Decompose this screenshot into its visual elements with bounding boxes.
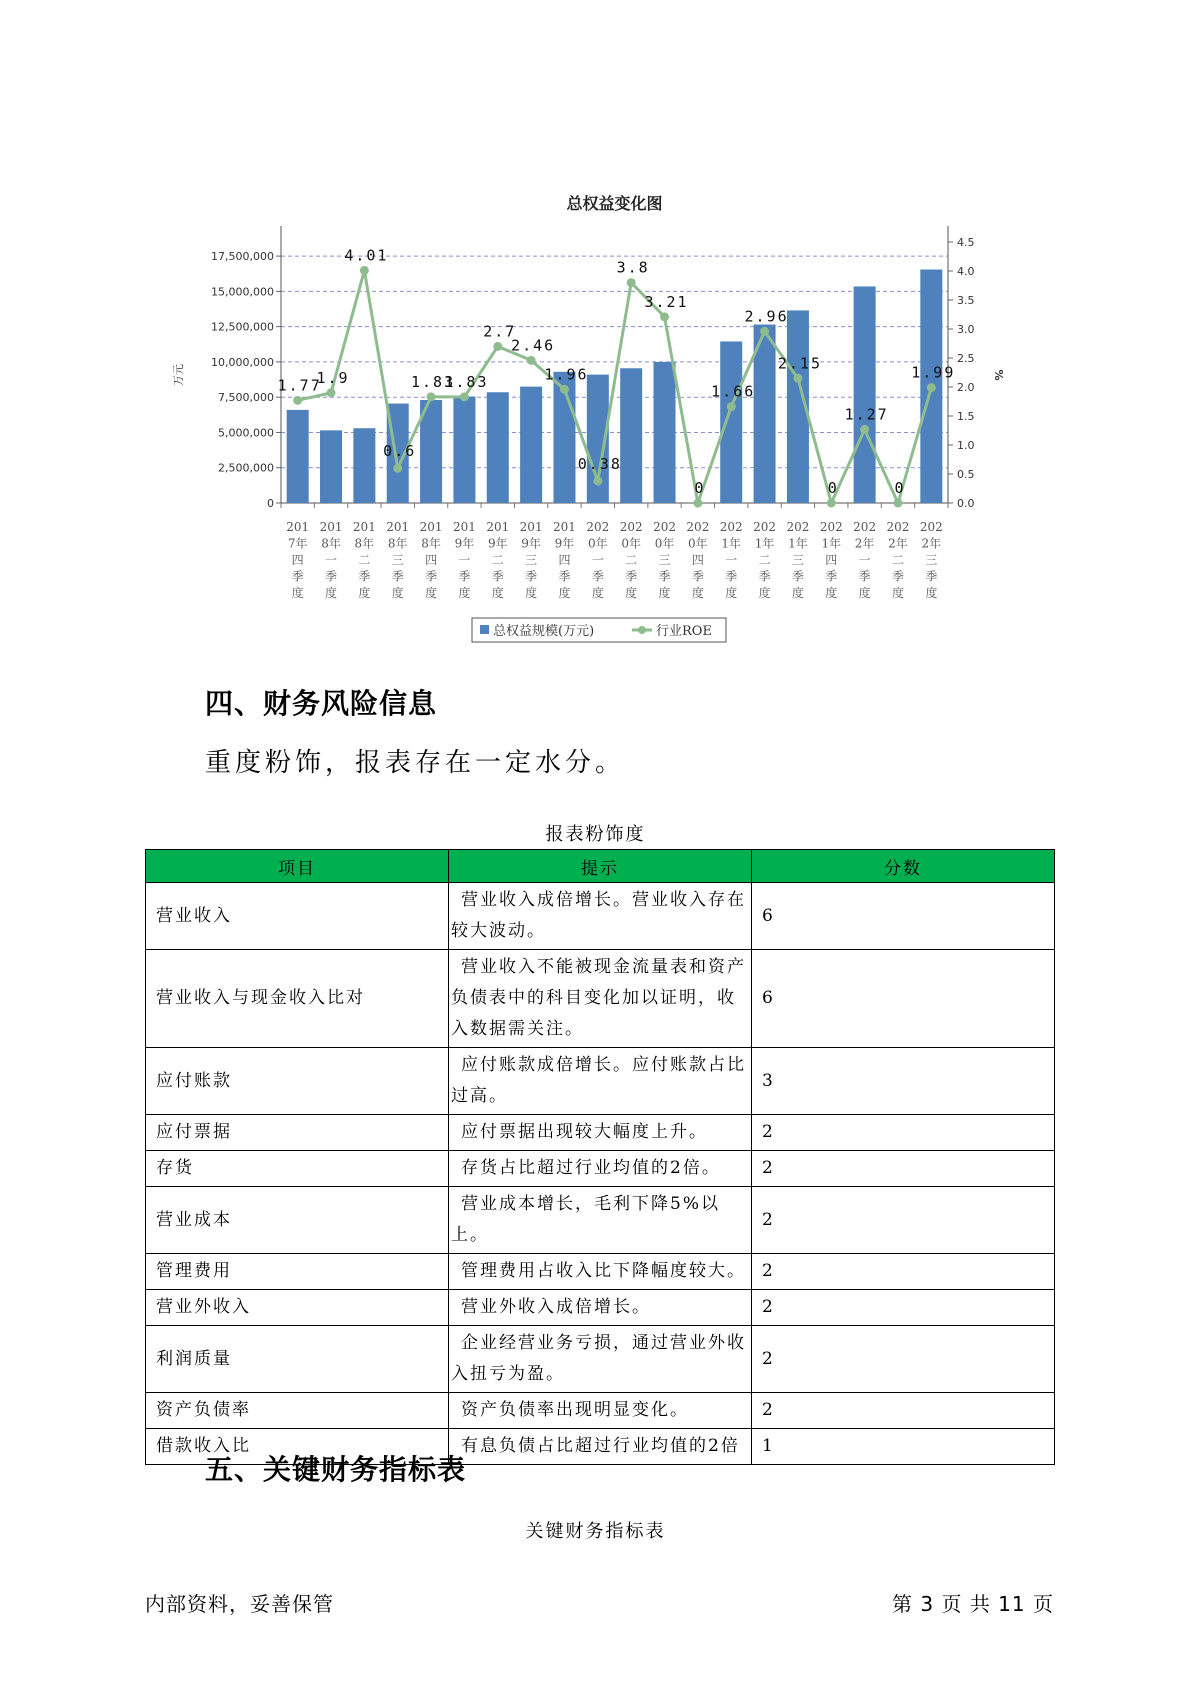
x-tick-label: 1年 [788,536,808,551]
row-item: 应付账款 [146,1048,449,1115]
x-tick-label: 度 [325,586,338,600]
bar [453,396,475,503]
roe-data-label: 2.96 [744,307,789,326]
x-tick-label: 季 [358,569,371,584]
x-tick-label: 8年 [321,536,341,551]
roe-data-label: 1.77 [277,376,322,395]
x-tick-label: 季 [525,569,538,584]
roe-point [893,499,902,508]
x-tick-label: 7年 [287,536,308,551]
roe-data-label: 1.27 [844,405,889,424]
left-tick-label: 15,000,000 [211,285,274,299]
x-tick-label: 三 [525,553,538,567]
x-tick-label: 度 [425,586,438,600]
header-hint: 提示 [449,850,752,883]
footer-confidential: 内部资料，妥善保管 [145,1592,334,1616]
x-tick-label: 二 [625,553,638,567]
roe-point [760,327,769,336]
x-tick-label: 季 [458,569,471,584]
x-tick-label: 9年 [487,536,508,551]
left-tick-label: 17,500,000 [211,250,274,264]
x-tick-label: 季 [558,569,571,584]
x-tick-label: 度 [925,586,938,600]
roe-data-label: 0 [694,479,706,497]
roe-point [560,385,569,394]
x-tick-label: 二 [891,553,904,567]
x-tick-label: 0年 [588,536,608,551]
risk-summary: 重度粉饰，报表存在一定水分。 [205,748,626,778]
table-row [146,1151,1055,1187]
x-tick-label: 2年 [921,536,942,551]
left-tick-label: 2,500,000 [218,461,274,475]
row-hint: 管理费用占收入比下降幅度较大。 [449,1254,752,1290]
right-tick-label: 0.5 [957,468,975,481]
x-tick-label: 1年 [721,536,742,551]
x-tick-label: 一 [325,553,338,567]
x-tick-label: 季 [725,569,738,584]
row-item: 利润质量 [146,1326,449,1393]
equity-chart [170,190,1030,650]
x-tick-label: 一 [858,553,871,567]
roe-data-label: 0.6 [383,442,417,461]
x-tick-label: 1年 [821,536,842,551]
row-hint: 应付票据出现较大幅度上升。 [449,1115,752,1151]
right-tick-label: 4.5 [957,236,975,249]
table-row [146,1115,1055,1151]
row-score: 2 [752,1326,1055,1393]
x-tick-label: 202 [686,520,710,534]
row-score: 2 [752,1254,1055,1290]
right-tick-label: 2.5 [957,352,975,365]
x-tick-label: 季 [758,569,771,584]
x-tick-label: 季 [591,569,604,584]
x-tick-label: 201 [319,520,343,534]
x-tick-label: 0年 [688,536,708,551]
bar [720,341,742,503]
x-tick-label: 季 [658,569,671,584]
x-tick-label: 季 [391,569,404,584]
row-score: 6 [752,883,1055,950]
x-tick-label: 202 [653,520,676,534]
equity-chart-svg [170,190,1030,650]
roe-data-label: 1.96 [544,365,589,384]
roe-data-label: 4.01 [344,246,389,265]
right-axis-label: % [992,369,1005,381]
x-tick-label: 季 [625,569,638,584]
bar [487,392,509,503]
x-tick-label: 二 [491,553,504,567]
legend-line-label: 行业ROE [656,624,712,639]
row-item: 营业收入 [146,883,449,950]
section4-heading: 四、财务风险信息 [205,687,438,720]
row-hint: 资产负债率出现明显变化。 [449,1393,752,1429]
x-tick-label: 201 [553,520,576,534]
x-tick-label: 度 [558,586,571,600]
row-hint: 营业外收入成倍增长。 [449,1290,752,1326]
row-item: 管理费用 [146,1254,449,1290]
left-axis-label: 万元 [172,364,185,386]
row-score: 2 [752,1151,1055,1187]
row-hint: 应付账款成倍增长。应付账款占比过高。 [449,1048,752,1115]
roe-point [527,356,536,365]
roe-point [660,312,669,321]
legend-line-marker [638,626,646,634]
header-item: 项目 [146,850,449,883]
roe-data-label: 0.38 [577,454,622,473]
table-row [146,1393,1055,1429]
roe-point [627,278,636,287]
x-tick-label: 季 [791,569,804,584]
x-tick-label: 0年 [654,536,675,551]
right-tick-label: 4.0 [957,265,975,278]
roe-data-label: 1.83 [444,372,489,391]
x-tick-label: 三 [791,553,804,567]
x-tick-label: 四 [691,553,704,567]
x-tick-label: 202 [886,520,910,534]
roe-point [727,402,736,411]
roe-point [293,396,302,405]
table-row [146,1290,1055,1326]
row-score: 2 [752,1115,1055,1151]
right-tick-label: 3.5 [957,294,975,307]
x-tick-label: 1年 [754,536,775,551]
row-hint: 有息负债占比超过行业均值的2倍 [449,1429,752,1465]
x-tick-label: 一 [725,553,738,567]
risk-table-caption: 报表粉饰度 [545,824,646,845]
table-row [146,883,1055,950]
roe-data-label: 1.9 [316,368,350,387]
x-tick-label: 201 [286,520,310,534]
x-tick-label: 度 [491,586,504,600]
row-item: 营业成本 [146,1187,449,1254]
x-tick-label: 四 [425,553,438,567]
row-item: 营业外收入 [146,1290,449,1326]
x-tick-label: 二 [358,553,371,567]
section5-heading: 五、关键财务指标表 [205,1453,467,1486]
x-tick-label: 度 [291,586,304,600]
x-tick-label: 202 [619,520,643,534]
bar [854,286,876,503]
row-item: 借款收入比 [146,1429,449,1465]
roe-data-label: 1.66 [711,382,756,401]
bar [353,428,375,503]
x-tick-label: 201 [486,520,510,534]
roe-data-label: 3.21 [644,292,689,311]
x-tick-label: 202 [919,520,943,534]
row-item: 存货 [146,1151,449,1187]
row-score: 3 [752,1048,1055,1115]
bar [287,410,309,503]
row-score: 1 [752,1429,1055,1465]
table-row [146,1048,1055,1115]
x-tick-label: 季 [425,569,438,584]
roe-point [493,342,502,351]
right-tick-label: 3.0 [957,323,975,336]
row-hint: 营业收入不能被现金流量表和资产负债表中的科目变化加以证明，收入数据需关注。 [449,950,752,1048]
right-tick-label: 1.5 [957,410,975,423]
roe-point [427,392,436,401]
x-tick-label: 四 [825,553,838,567]
bar [320,430,342,503]
roe-data-label: 1.99 [911,363,956,382]
x-tick-label: 201 [519,520,543,534]
roe-point [360,266,369,275]
x-tick-label: 季 [858,569,871,584]
x-tick-label: 季 [691,569,704,584]
x-tick-label: 度 [625,586,638,600]
footer-page-number: 第 3 页 共 11 页 [892,1592,1054,1616]
roe-point [593,476,602,485]
x-tick-label: 季 [291,569,304,584]
x-tick-label: 202 [786,520,810,534]
left-tick-label: 5,000,000 [218,426,274,440]
bar [520,387,542,503]
x-tick-label: 一 [458,553,471,567]
x-tick-label: 2年 [854,536,875,551]
row-item: 资产负债率 [146,1393,449,1429]
x-tick-label: 度 [358,586,371,600]
left-tick-label: 0 [267,497,274,510]
roe-point [327,388,336,397]
table-row [146,1254,1055,1290]
x-tick-label: 202 [853,520,877,534]
x-tick-label: 201 [352,520,376,534]
x-tick-label: 度 [891,586,904,600]
roe-data-label: 2.15 [777,354,822,373]
left-tick-label: 10,000,000 [211,355,274,369]
row-score: 2 [752,1290,1055,1326]
x-tick-label: 季 [325,569,338,584]
roe-data-label: 0 [894,479,906,497]
x-tick-label: 度 [725,586,738,600]
x-tick-label: 一 [591,553,604,567]
x-tick-label: 201 [452,520,476,534]
x-tick-label: 二 [758,553,771,567]
x-tick-label: 度 [525,586,538,600]
bar [620,368,642,503]
row-hint: 营业成本增长，毛利下降5%以上。 [449,1187,752,1254]
x-tick-label: 9年 [521,536,541,551]
x-tick-label: 三 [658,553,671,567]
x-tick-label: 8年 [387,536,408,551]
roe-data-label: 3.8 [616,258,650,277]
x-tick-label: 0年 [621,536,641,551]
x-tick-label: 度 [758,586,771,600]
x-tick-label: 8年 [421,536,441,551]
legend-bar-swatch [480,625,489,634]
header-score: 分数 [752,850,1055,883]
x-tick-label: 三 [925,553,938,567]
chart-title: 总权益变化图 [566,194,663,213]
row-item: 营业收入与现金收入比对 [146,950,449,1048]
row-hint: 企业经营业务亏损，通过营业外收入扭亏为盈。 [449,1326,752,1393]
right-tick-label: 2.0 [957,381,975,394]
legend-bar-label: 总权益规模(万元) [493,624,595,639]
x-tick-label: 202 [586,520,610,534]
x-tick-label: 四 [558,553,571,567]
x-tick-label: 202 [819,520,843,534]
roe-point [927,383,936,392]
roe-point [460,392,469,401]
row-hint: 营业收入成倍增长。营业收入存在较大波动。 [449,883,752,950]
table-row [146,1326,1055,1393]
roe-data-label: 1.83 [411,372,456,391]
x-tick-label: 度 [591,586,604,600]
x-tick-label: 201 [419,520,443,534]
x-tick-label: 季 [491,569,504,584]
right-tick-label: 1.0 [957,439,975,452]
roe-data-label: 0 [827,479,839,497]
row-hint: 存货占比超过行业均值的2倍。 [449,1151,752,1187]
roe-data-label: 2.46 [511,336,556,355]
roe-data-label: 2.7 [483,322,517,341]
row-score: 2 [752,1393,1055,1429]
x-tick-label: 202 [719,520,743,534]
x-tick-label: 度 [791,586,804,600]
x-tick-label: 季 [925,569,938,584]
row-item: 应付票据 [146,1115,449,1151]
roe-point [693,499,702,508]
key-table-caption: 关键财务指标表 [525,1521,666,1542]
right-tick-label: 0.0 [957,497,975,510]
x-tick-label: 9年 [454,536,475,551]
left-tick-label: 7,500,000 [218,391,274,405]
x-tick-label: 202 [753,520,777,534]
risk-table-header-row [146,850,1055,883]
left-tick-label: 12,500,000 [211,320,274,334]
risk-table [145,849,1055,1465]
x-tick-label: 201 [386,520,410,534]
row-score: 6 [752,950,1055,1048]
x-tick-label: 度 [458,586,471,600]
row-score: 2 [752,1187,1055,1254]
x-tick-label: 2年 [888,536,908,551]
x-tick-label: 季 [891,569,904,584]
x-tick-label: 度 [391,586,404,600]
table-row [146,1187,1055,1254]
x-tick-label: 度 [691,586,704,600]
x-tick-label: 度 [825,586,838,600]
roe-point [860,425,869,434]
roe-point [827,499,836,508]
bar [654,362,676,503]
x-tick-label: 三 [391,553,404,567]
x-tick-label: 度 [858,586,871,600]
x-tick-label: 度 [658,586,671,600]
x-tick-label: 8年 [354,536,375,551]
roe-point [793,374,802,383]
roe-point [393,464,402,473]
table-row [146,950,1055,1048]
x-tick-label: 季 [825,569,838,584]
x-tick-label: 9年 [554,536,575,551]
x-tick-label: 四 [291,553,304,567]
